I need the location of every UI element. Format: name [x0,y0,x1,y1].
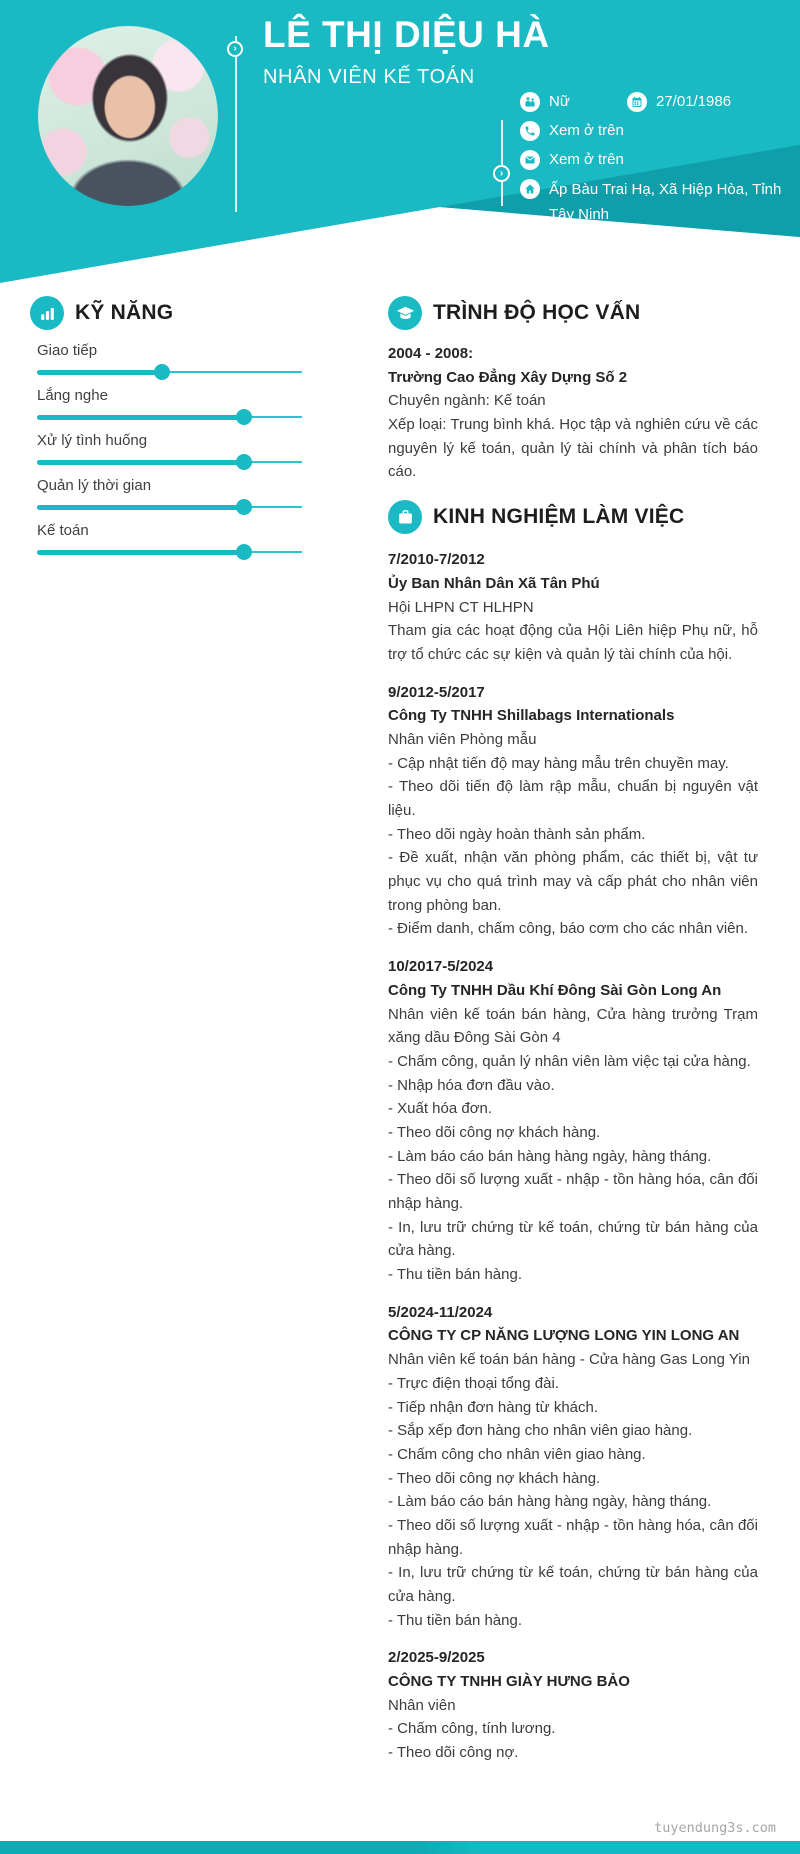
email-row [520,150,784,170]
skills-section-header [30,296,302,330]
experience-detail-line: - Sắp xếp đơn hàng cho nhân viên giao hàng. [388,1422,693,1440]
bar-chart-icon [30,296,64,330]
email-value: Xem ở trên [549,151,624,168]
experience-entry [388,681,758,942]
gender-birthday-row [520,92,784,112]
slider-knob[interactable] [236,499,252,515]
experience-detail-line: - Điểm danh, chấm công, báo cơm cho các nhân viên. [388,920,749,938]
skill-label: Kế toán [37,522,89,539]
skill-slider [37,544,302,560]
experience-role: Nhân viên [388,1696,456,1714]
experience-period: 9/2012-5/2017 [388,683,485,701]
footer-bar [0,1841,800,1854]
experience-company: CÔNG TY CP NĂNG LƯỢNG LONG YIN LONG AN [388,1327,740,1345]
phone-row [520,121,784,141]
experience-role: Nhân viên Phòng mẫu [388,730,537,748]
experience-entry [388,1646,758,1764]
experience-company: CÔNG TY TNHH GIÀY HƯNG BẢO [388,1673,630,1691]
education-period: 2004 - 2008: [388,345,474,362]
education-description: Xếp loại: Trung bình khá. Học tập và nghiên cứu về các nguyên lý kế toán, quản lý tài chính và phân tích báo cáo. [388,416,758,481]
slider-fill [37,550,244,555]
education-section-header [388,296,758,330]
experience-detail-line: - Theo dõi số lượng xuất - nhập - tồn hàng hóa, cân đối nhập hàng. [388,1171,758,1212]
watermark-link[interactable]: tuyendung3s.com [654,1820,776,1836]
experience-detail-line: - Thu tiền bán hàng. [388,1266,522,1284]
header [0,0,800,284]
experience-detail-line: - Chấm công, quản lý nhân viên làm việc tại cửa hàng. [388,1052,751,1070]
slider-knob[interactable] [154,364,170,380]
experience-details [388,1372,758,1633]
education-section-title: TRÌNH ĐỘ HỌC VẤN [433,301,641,324]
calendar-icon [627,92,647,112]
experience-details [388,1717,758,1764]
experience-period: 2/2025-9/2025 [388,1649,485,1667]
experience-detail-line: - In, lưu trữ chứng từ kế toán, chứng từ bán hàng của cửa hàng. [388,1564,758,1605]
experience-detail-line: - Đề xuất, nhận văn phòng phẩm, các thiết bị, vật tư phục vụ cho quá trình may và cấp phát cho nhân viên trong phòng ban. [388,849,758,914]
gender-item [520,92,570,112]
birthday-value: 27/01/1986 [656,93,732,110]
experience-details [388,1050,758,1287]
experience-list [388,548,758,1765]
experience-role: Nhân viên kế toán bán hàng - Cửa hàng Gas Long Yin [388,1351,750,1369]
slider-knob[interactable] [236,454,252,470]
skill-slider [37,454,302,470]
skill-item [30,522,302,560]
slider-fill [37,460,244,465]
experience-entry [388,1301,758,1633]
skills-list [30,342,302,560]
experience-detail-line: - Chấm công, tính lương. [388,1720,556,1738]
slider-fill [37,370,162,375]
experience-role: Nhân viên kế toán bán hàng, Cửa hàng trưởng Trạm xăng dầu Đông Sài Gòn 4 [388,1005,758,1047]
experience-entry [388,955,758,1287]
phone-icon [520,121,540,141]
header-divider-line [235,36,237,212]
experience-company: Ủy Ban Nhân Dân Xã Tân Phú [388,574,600,592]
skill-item [30,342,302,380]
skill-label: Xử lý tình huống [37,432,148,449]
contact-info [520,92,784,236]
skill-slider [37,499,302,515]
education-school: Trường Cao Đẳng Xây Dựng Số 2 [388,368,628,386]
experience-detail-line: - Theo dõi số lượng xuất - nhập - tồn hàng hóa, cân đối nhập hàng. [388,1516,758,1558]
skills-section-title: KỸ NĂNG [75,301,174,324]
skill-item [30,387,302,425]
experience-details [388,619,758,666]
experience-detail-line: - Theo dõi công nợ khách hàng. [388,1469,601,1487]
experience-period: 5/2024-11/2024 [388,1303,493,1321]
experience-detail-line: - Xuất hóa đơn. [388,1100,493,1118]
experience-detail-line: - Tiếp nhận đơn hàng từ khách. [388,1398,599,1416]
experience-detail-line: - Theo dõi công nợ khách hàng. [388,1123,601,1141]
skill-item [30,432,302,470]
experience-details [388,752,758,942]
experience-detail-line: - Làm báo cáo bán hàng hàng ngày, hàng tháng. [388,1147,712,1165]
chevron-right-icon: › [493,165,510,182]
experience-detail-line: - In, lưu trữ chứng từ kế toán, chứng từ bán hàng của cửa hàng. [388,1218,758,1260]
education-major: Chuyên ngành: Kế toán [388,392,546,410]
experience-company: Công Ty TNHH Dầu Khí Đông Sài Gòn Long An [388,981,722,999]
slider-fill [37,415,244,420]
skill-label: Quản lý thời gian [37,477,152,494]
slider-knob[interactable] [236,409,252,425]
gender-icon [520,92,540,112]
experience-detail-line: - Nhập hóa đơn đầu vào. [388,1076,555,1094]
experience-period: 7/2010-7/2012 [388,551,485,569]
envelope-icon [520,150,540,170]
skill-slider [37,409,302,425]
briefcase-icon [388,500,422,534]
profile-photo [38,26,218,206]
education-entry [388,342,758,484]
experience-section-header [388,500,758,534]
experience-detail-line: - Trực điện thoại tổng đài. [388,1374,559,1392]
experience-section-title: KINH NGHIỆM LÀM VIỆC [433,505,685,529]
candidate-name: LÊ THỊ DIỆU HÀ [263,14,550,55]
experience-detail-line: - Theo dõi tiến độ làm rập mẫu, chuẩn bị nguyên vật liệu. [388,778,758,819]
contact-divider-line [501,120,503,206]
education-list [388,342,758,484]
skill-slider [37,364,302,380]
experience-detail-line: Tham gia các hoạt động của Hội Liên hiệp Phụ nữ, hỗ trợ tổ chức các sự kiện và quản lý tài chính của hội. [388,622,758,663]
experience-entry [388,548,758,666]
experience-detail-line: - Chấm công cho nhân viên giao hàng. [388,1445,646,1463]
experience-detail-line: - Theo dõi ngày hoàn thành sản phẩm. [388,825,646,843]
chevron-right-icon: › [227,41,243,57]
birthday-item [627,92,731,112]
experience-company: Công Ty TNHH Shillabags Internationals [388,707,675,725]
experience-detail-line: - Làm báo cáo bán hàng hàng ngày, hàng tháng. [388,1493,712,1511]
skill-label: Lắng nghe [37,387,108,404]
main-column [388,296,758,1765]
address-value: Ấp Bàu Trai Hạ, Xã Hiệp Hòa, Tỉnh Tây Ninh [549,181,782,223]
experience-detail-line: - Thu tiền bán hàng. [388,1611,522,1629]
experience-role: Hội LHPN CT HLHPN [388,598,534,616]
skill-item [30,477,302,515]
skills-section [30,296,302,567]
slider-fill [37,505,244,510]
experience-detail-line: - Theo dõi công nợ. [388,1744,519,1762]
slider-knob[interactable] [236,544,252,560]
candidate-job-title: NHÂN VIÊN KẾ TOÁN [263,66,475,88]
experience-detail-line: - Cập nhật tiến độ may hàng mẫu trên chuyền may. [388,754,729,772]
experience-period: 10/2017-5/2024 [388,958,494,976]
skill-label: Giao tiếp [37,342,98,359]
phone-value: Xem ở trên [549,122,624,139]
home-icon [520,179,540,199]
address-row [520,179,784,227]
gender-value: Nữ [549,93,570,110]
graduation-cap-icon [388,296,422,330]
